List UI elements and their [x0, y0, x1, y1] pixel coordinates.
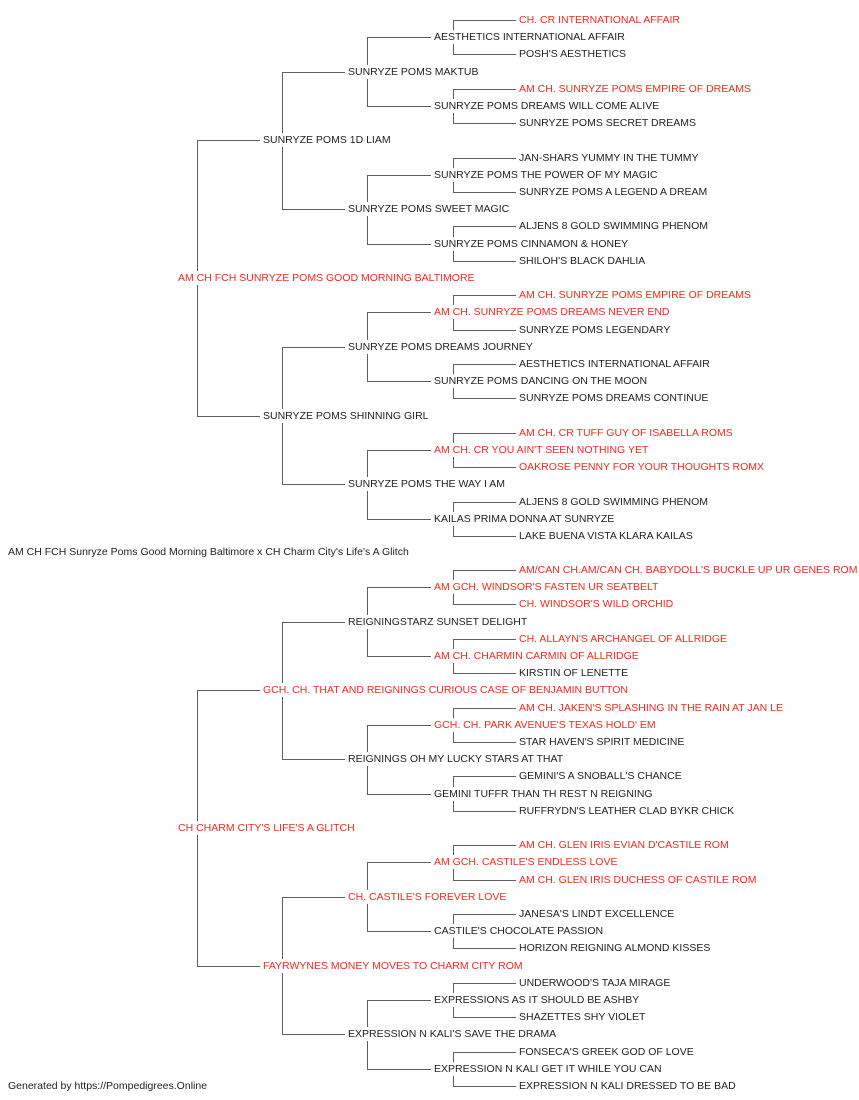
pedigree-entry: UNDERWOOD'S TAJA MIRAGE	[519, 976, 671, 989]
connector-line	[453, 983, 454, 993]
pedigree-entry: SUNRYZE POMS DANCING ON THE MOON	[434, 375, 648, 388]
pedigree-entry: SUNRYZE POMS DREAMS CONTINUE	[519, 392, 709, 405]
connector-line	[282, 347, 345, 348]
connector-line	[453, 869, 454, 880]
connector-line	[282, 347, 283, 409]
connector-line	[367, 175, 431, 176]
connector-line	[453, 54, 516, 55]
pedigree-entry-champion: AM CH. SUNRYZE POMS EMPIRE OF DREAMS	[519, 289, 751, 302]
footer-credit: Generated by https://Pompedigrees.Online	[8, 1080, 208, 1092]
connector-line	[197, 690, 198, 821]
pedigree-entry-champion: AM CH. GLEN IRIS DUCHESS OF CASTILE ROM	[519, 873, 757, 886]
connector-line	[453, 364, 454, 374]
connector-line	[367, 79, 368, 107]
connector-line	[453, 226, 454, 236]
pedigree-entry: SHAZETTES SHY VIOLET	[519, 1011, 646, 1024]
connector-line	[453, 158, 454, 168]
connector-line	[453, 89, 516, 90]
pedigree-entry-champion: CH. CR INTERNATIONAL AFFAIR	[519, 14, 681, 26]
pedigree-entry-champion: AM GCH. CASTILE'S ENDLESS LOVE	[434, 856, 618, 869]
connector-line	[367, 381, 431, 382]
pedigree-entry: AESTHETICS INTERNATIONAL AFFAIR	[519, 358, 710, 370]
connector-line	[453, 261, 516, 262]
pedigree-entry-champion: CH. WINDSOR'S WILD ORCHID	[519, 598, 674, 611]
connector-line	[453, 570, 454, 580]
connector-line	[453, 1052, 454, 1062]
connector-line	[453, 845, 454, 855]
pedigree-entry-champion: AM/CAN CH.AM/CAN CH. BABYDOLL'S BUCKLE UP UR GENES ROM	[519, 564, 858, 576]
pedigree-entry: SUNRYZE POMS CINNAMON & HONEY	[434, 237, 629, 250]
connector-line	[453, 594, 454, 605]
connector-line	[367, 216, 368, 244]
connector-line	[453, 526, 454, 537]
connector-line	[367, 794, 431, 795]
connector-line	[282, 72, 345, 73]
pedigree-entry: JANESA'S LINDT EXCELLENCE	[519, 908, 675, 920]
connector-line	[453, 44, 454, 55]
pedigree-entry: KIRSTIN OF LENETTE	[519, 667, 629, 680]
connector-line	[453, 639, 454, 649]
connector-line	[453, 914, 516, 915]
connector-line	[453, 604, 516, 605]
connector-line	[453, 570, 516, 571]
pedigree-entry-champion: FAYRWYNES MONEY MOVES TO CHARM CITY ROM	[263, 959, 523, 972]
pedigree-entry: REIGNINGSTARZ SUNSET DELIGHT	[348, 615, 528, 628]
connector-line	[197, 140, 260, 141]
connector-line	[453, 182, 454, 193]
connector-line	[453, 113, 454, 124]
pedigree-entry-champion: CH CHARM CITY'S LIFE'S A GLITCH	[178, 822, 355, 834]
connector-line	[367, 450, 368, 477]
connector-line	[453, 1007, 454, 1018]
connector-line	[453, 251, 454, 262]
connector-line	[367, 931, 431, 932]
connector-line	[453, 663, 454, 674]
connector-line	[453, 457, 454, 468]
connector-line	[367, 587, 431, 588]
pedigree-entry: AESTHETICS INTERNATIONAL AFFAIR	[434, 31, 625, 44]
connector-line	[453, 319, 454, 330]
connector-line	[453, 811, 516, 812]
connector-line	[367, 519, 431, 520]
pedigree-cross-title: AM CH FCH Sunryze Poms Good Morning Baltimore x CH Charm City's Life's A Glitch	[8, 546, 409, 558]
connector-line	[453, 1052, 516, 1053]
connector-line	[453, 1076, 454, 1087]
pedigree-entry: SUNRYZE POMS THE POWER OF MY MAGIC	[434, 168, 658, 181]
connector-line	[282, 72, 283, 134]
pedigree-entry: SHILOH'S BLACK DAHLIA	[519, 254, 646, 267]
pedigree-entry: SUNRYZE POMS DREAMS JOURNEY	[348, 340, 533, 353]
connector-line	[453, 123, 516, 124]
pedigree-entry: EXPRESSIONS AS IT SHOULD BE ASHBY	[434, 994, 640, 1006]
connector-line	[282, 1034, 345, 1035]
connector-line	[453, 983, 516, 984]
pedigree-entry-champion: CH. CASTILE'S FOREVER LOVE	[348, 890, 507, 903]
pedigree-entry-champion: AM CH. GLEN IRIS EVIAN D'CASTILE ROM	[519, 839, 729, 852]
pedigree-entry-champion: AM CH. JAKEN'S SPLASHING IN THE RAIN AT JAN LE	[519, 701, 783, 714]
connector-line	[453, 433, 516, 434]
pedigree-entry: SUNRYZE POMS DREAMS WILL COME ALIVE	[434, 100, 660, 112]
connector-line	[453, 708, 454, 718]
connector-line	[453, 673, 516, 674]
pedigree-entry: ALJENS 8 GOLD SWIMMING PHENOM	[519, 220, 709, 233]
pedigree-entry-champion: AM CH. CR TUFF GUY OF ISABELLA ROMS	[519, 426, 733, 439]
connector-line	[282, 697, 283, 760]
connector-line	[453, 89, 454, 99]
connector-line	[453, 845, 516, 846]
pedigree-entry: HORIZON REIGNING ALMOND KISSES	[519, 942, 711, 955]
connector-line	[197, 690, 260, 691]
pedigree-entry: SUNRYZE POMS MAKTUB	[348, 65, 479, 78]
connector-line	[453, 295, 454, 305]
connector-line	[367, 904, 368, 932]
pedigree-entry: EXPRESSION N KALI GET IT WHILE YOU CAN	[434, 1062, 662, 1075]
connector-line	[197, 140, 198, 271]
connector-line	[282, 484, 345, 485]
connector-line	[197, 966, 260, 967]
connector-line	[197, 416, 260, 417]
connector-line	[367, 725, 368, 752]
pedigree-entry: SUNRYZE POMS A LEGEND A DREAM	[519, 186, 708, 198]
pedigree-entry: FONSECA'S GREEK GOD OF LOVE	[519, 1045, 694, 1058]
connector-line	[367, 244, 431, 245]
connector-line	[367, 175, 368, 202]
connector-line	[453, 880, 516, 881]
connector-line	[282, 147, 283, 210]
pedigree-entry-champion: GCH. CH. THAT AND REIGNINGS CURIOUS CASE OF BENJAMIN BUTTON	[263, 684, 629, 697]
pedigree-entry: LAKE BUENA VISTA KLARA KAILAS	[519, 530, 693, 542]
pedigree-entry: JAN-SHARS YUMMY IN THE TUMMY	[519, 151, 699, 164]
pedigree-entry: SUNRYZE POMS LEGENDARY	[519, 323, 671, 336]
pedigree-entry: SUNRYZE POMS THE WAY I AM	[348, 478, 505, 491]
connector-line	[453, 467, 516, 468]
connector-line	[453, 330, 516, 331]
connector-line	[282, 423, 283, 486]
connector-line	[453, 20, 454, 30]
connector-line	[367, 312, 431, 313]
pedigree-entry: ALJENS 8 GOLD SWIMMING PHENOM	[519, 495, 709, 508]
connector-line	[453, 192, 516, 193]
pedigree-entry: EXPRESSION N KALI DRESSED TO BE BAD	[519, 1080, 736, 1092]
connector-line	[367, 1069, 431, 1070]
connector-line	[453, 732, 454, 743]
connector-line	[197, 285, 198, 417]
connector-line	[453, 502, 516, 503]
connector-line	[453, 776, 454, 786]
connector-line	[367, 106, 431, 107]
connector-line	[367, 491, 368, 519]
connector-line	[367, 629, 368, 657]
pedigree-entry-champion: AM CH. CR YOU AIN'T SEEN NOTHING YET	[434, 444, 649, 456]
pedigree-entry: RUFFRYDN'S LEATHER CLAD BYKR CHICK	[519, 804, 735, 817]
connector-line	[367, 1000, 368, 1027]
pedigree-entry: CASTILE'S CHOCOLATE PASSION	[434, 925, 604, 938]
connector-line	[367, 725, 431, 726]
connector-line	[282, 209, 345, 210]
connector-line	[282, 897, 283, 959]
pedigree-entry-champion: AM CH FCH SUNRYZE POMS GOOD MORNING BALTIMORE	[178, 272, 475, 284]
connector-line	[282, 897, 345, 898]
pedigree-entry: SUNRYZE POMS SHINNING GIRL	[263, 409, 429, 422]
pedigree-entry: EXPRESSION N KALI'S SAVE THE DRAMA	[348, 1028, 557, 1041]
connector-line	[453, 914, 454, 924]
pedigree-entry-champion: CH. ALLAYN'S ARCHANGEL OF ALLRIDGE	[519, 632, 727, 645]
pedigree-entry: POSH'S AESTHETICS	[519, 48, 627, 61]
pedigree-entry: SUNRYZE POMS SWEET MAGIC	[348, 203, 510, 216]
connector-line	[367, 766, 368, 794]
pedigree-entry-champion: AM GCH. WINDSOR'S FASTEN UR SEATBELT	[434, 581, 659, 594]
connector-line	[453, 801, 454, 812]
connector-line	[453, 948, 516, 949]
pedigree-entry-champion: GCH. CH. PARK AVENUE'S TEXAS HOLD' EM	[434, 718, 656, 731]
connector-line	[367, 354, 368, 382]
pedigree-entry-champion: AM CH. SUNRYZE POMS EMPIRE OF DREAMS	[519, 82, 751, 95]
pedigree-entry: GEMINI'S A SNOBALL'S CHANCE	[519, 770, 682, 783]
connector-line	[453, 398, 516, 399]
connector-line	[453, 433, 454, 443]
connector-line	[453, 502, 454, 512]
connector-line	[453, 388, 454, 399]
connector-line	[367, 450, 431, 451]
connector-line	[367, 37, 368, 64]
connector-line	[453, 158, 516, 159]
connector-line	[367, 1041, 368, 1069]
connector-line	[453, 1017, 516, 1018]
connector-line	[453, 226, 516, 227]
pedigree-entry: GEMINI TUFFR THAN TH REST N REIGNING	[434, 787, 653, 800]
connector-line	[453, 708, 516, 709]
pedigree-entry-champion: AM CH. SUNRYZE POMS DREAMS NEVER END	[434, 306, 670, 319]
pedigree-entry: STAR HAVEN'S SPIRIT MEDICINE	[519, 736, 685, 748]
pedigree-entry-champion: OAKROSE PENNY FOR YOUR THOUGHTS ROMX	[519, 461, 765, 474]
connector-line	[367, 862, 431, 863]
connector-line	[367, 312, 368, 339]
pedigree-entry: REIGNINGS OH MY LUCKY STARS AT THAT	[348, 753, 564, 766]
connector-line	[282, 759, 345, 760]
connector-line	[282, 622, 345, 623]
connector-line	[367, 862, 368, 889]
connector-line	[367, 656, 431, 657]
pedigree-entry: SUNRYZE POMS SECRET DREAMS	[519, 117, 696, 130]
pedigree-entry: KAILAS PRIMA DONNA AT SUNRYZE	[434, 512, 615, 525]
pedigree-entry-champion: AM CH. CHARMIN CARMIN OF ALLRIDGE	[434, 650, 639, 662]
connector-line	[282, 973, 283, 1036]
connector-line	[453, 639, 516, 640]
connector-line	[367, 37, 431, 38]
connector-line	[197, 835, 198, 967]
connector-line	[453, 938, 454, 949]
connector-line	[453, 295, 516, 296]
connector-line	[453, 20, 516, 21]
connector-line	[367, 1000, 431, 1001]
connector-line	[453, 1086, 516, 1087]
connector-line	[367, 587, 368, 614]
connector-line	[282, 622, 283, 684]
connector-line	[453, 536, 516, 537]
connector-line	[453, 742, 516, 743]
connector-line	[453, 364, 516, 365]
connector-line	[453, 776, 516, 777]
pedigree-entry: SUNRYZE POMS 1D LIAM	[263, 134, 391, 147]
